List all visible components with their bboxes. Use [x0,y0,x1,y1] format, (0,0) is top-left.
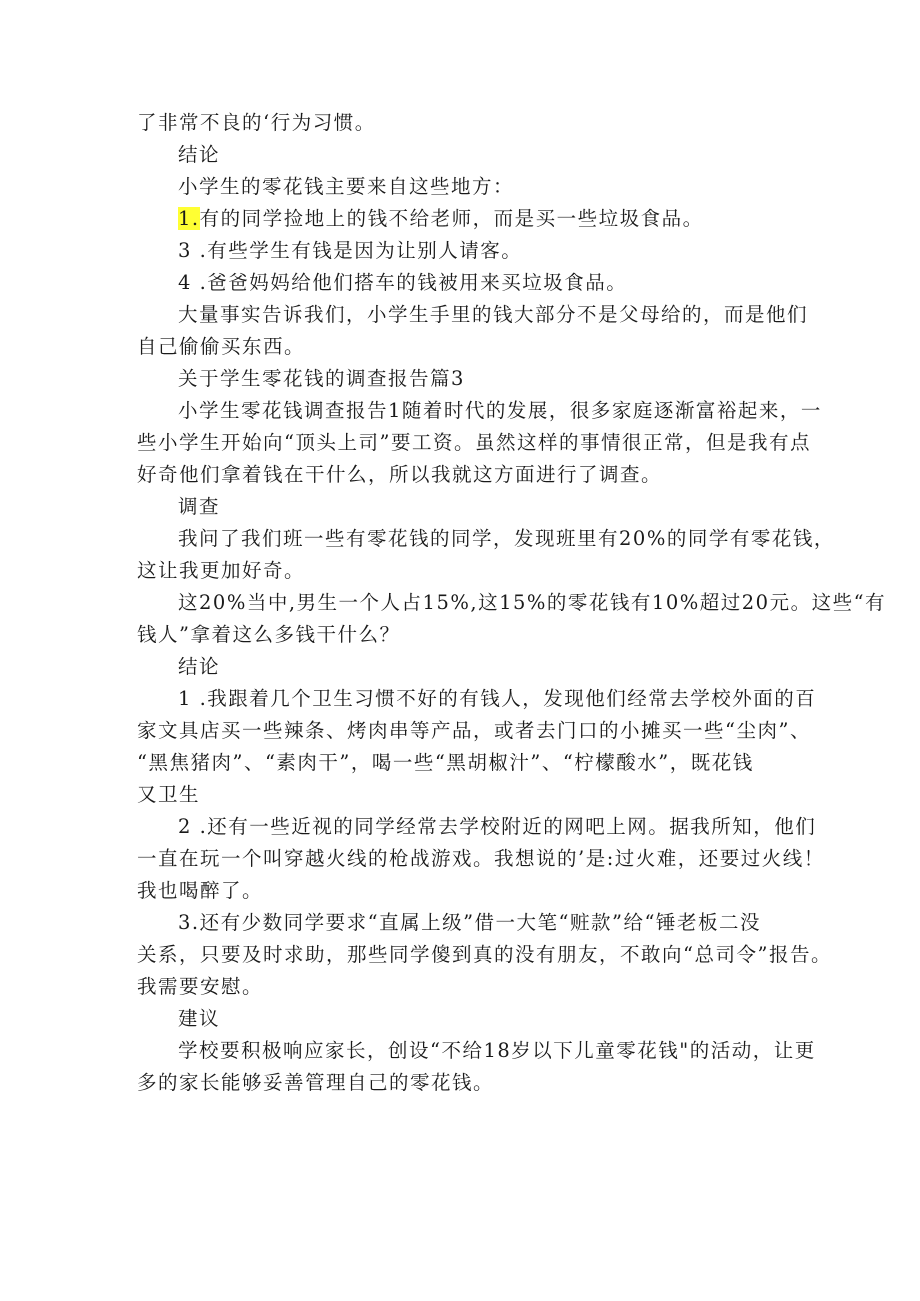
text-line: 这让我更加好奇。 [137,559,306,582]
text-line: 钱人”拿着这么多钱干什么？ [137,623,401,646]
text-line: 这20%当中,男生一个人占15%,这15%的零花钱有10%超过20元。这些“有 [178,591,887,614]
list-item: 3.还有少数同学要求“直属上级”借一大笔“赃款”给“锤老板二没 [178,911,761,934]
document-body [137,107,887,1099]
section-title: 关于学生零花钱的调查报告篇3 [178,367,465,390]
text-line: 小学生零花钱调查报告1随着时代的发展，很多家庭逐渐富裕起来，一 [178,399,822,422]
text-line: 关系，只要及时求助，那些同学傻到真的没有朋友，不敢向“总司令”报告。 [137,943,832,966]
text-line: 我问了我们班一些有零花钱的同学，发现班里有20%的同学有零花钱， [178,527,835,550]
text-line: 些小学生开始向“顶头上司”要工资。虽然这样的事情很正常，但是我有点 [137,431,811,454]
text-line: 大量事实告诉我们，小学生手里的钱大部分不是父母给的，而是他们 [178,303,809,326]
list-item: 2 .还有一些近视的同学经常去学校附近的网吧上网。据我所知，他们 [178,815,817,838]
text-line: 我需要安慰。 [137,975,264,998]
text-line: 一直在玩一个叫穿越火线的枪战游戏。我想说的’是:过火难，还要过火线！ [137,847,825,870]
text-line: 又卫生 [137,783,201,806]
list-item: 3 .有些学生有钱是因为让别人请客。 [178,239,523,262]
list-item-text: 有的同学捡地上的钱不给老师，而是买一些垃圾食品。 [199,207,704,230]
text-line: 小学生的零花钱主要来自这些地方： [178,175,515,198]
text-line: 家文具店买一些辣条、烤肉串等产品，或者去门口的小摊买一些“尘肉”、 [137,719,811,742]
text-line: 自己偷偷买东西。 [137,335,306,358]
heading-conclusion: 结论 [178,143,221,166]
highlighted-marker: 1. [178,207,200,230]
list-item [137,203,787,235]
list-item: 1 .我跟着几个卫生习惯不好的有钱人，发现他们经常去学校外面的百 [178,687,817,710]
text-line: 学校要积极响应家长，创设“不给18岁以下儿童零花钱"的活动，让更 [178,1039,816,1062]
text-line: “黑焦猪肉”、“素肉干”，喝一些“黑胡椒汁”、“柠檬酸水”，既花钱 [137,751,754,774]
text-line: 多的家长能够妥善管理自己的零花钱。 [137,1071,495,1094]
heading-survey: 调查 [178,495,221,518]
list-item: 4 .爸爸妈妈给他们搭车的钱被用来买垃圾食品。 [178,271,628,294]
text-line: 好奇他们拿着钱在干什么，所以我就这方面进行了调查。 [137,463,663,486]
heading-conclusion: 结论 [178,655,221,678]
heading-suggestion: 建议 [178,1007,221,1030]
text-line: 了非常不良的‘行为习惯。 [137,111,376,134]
text-line: 我也喝醉了。 [137,879,264,902]
